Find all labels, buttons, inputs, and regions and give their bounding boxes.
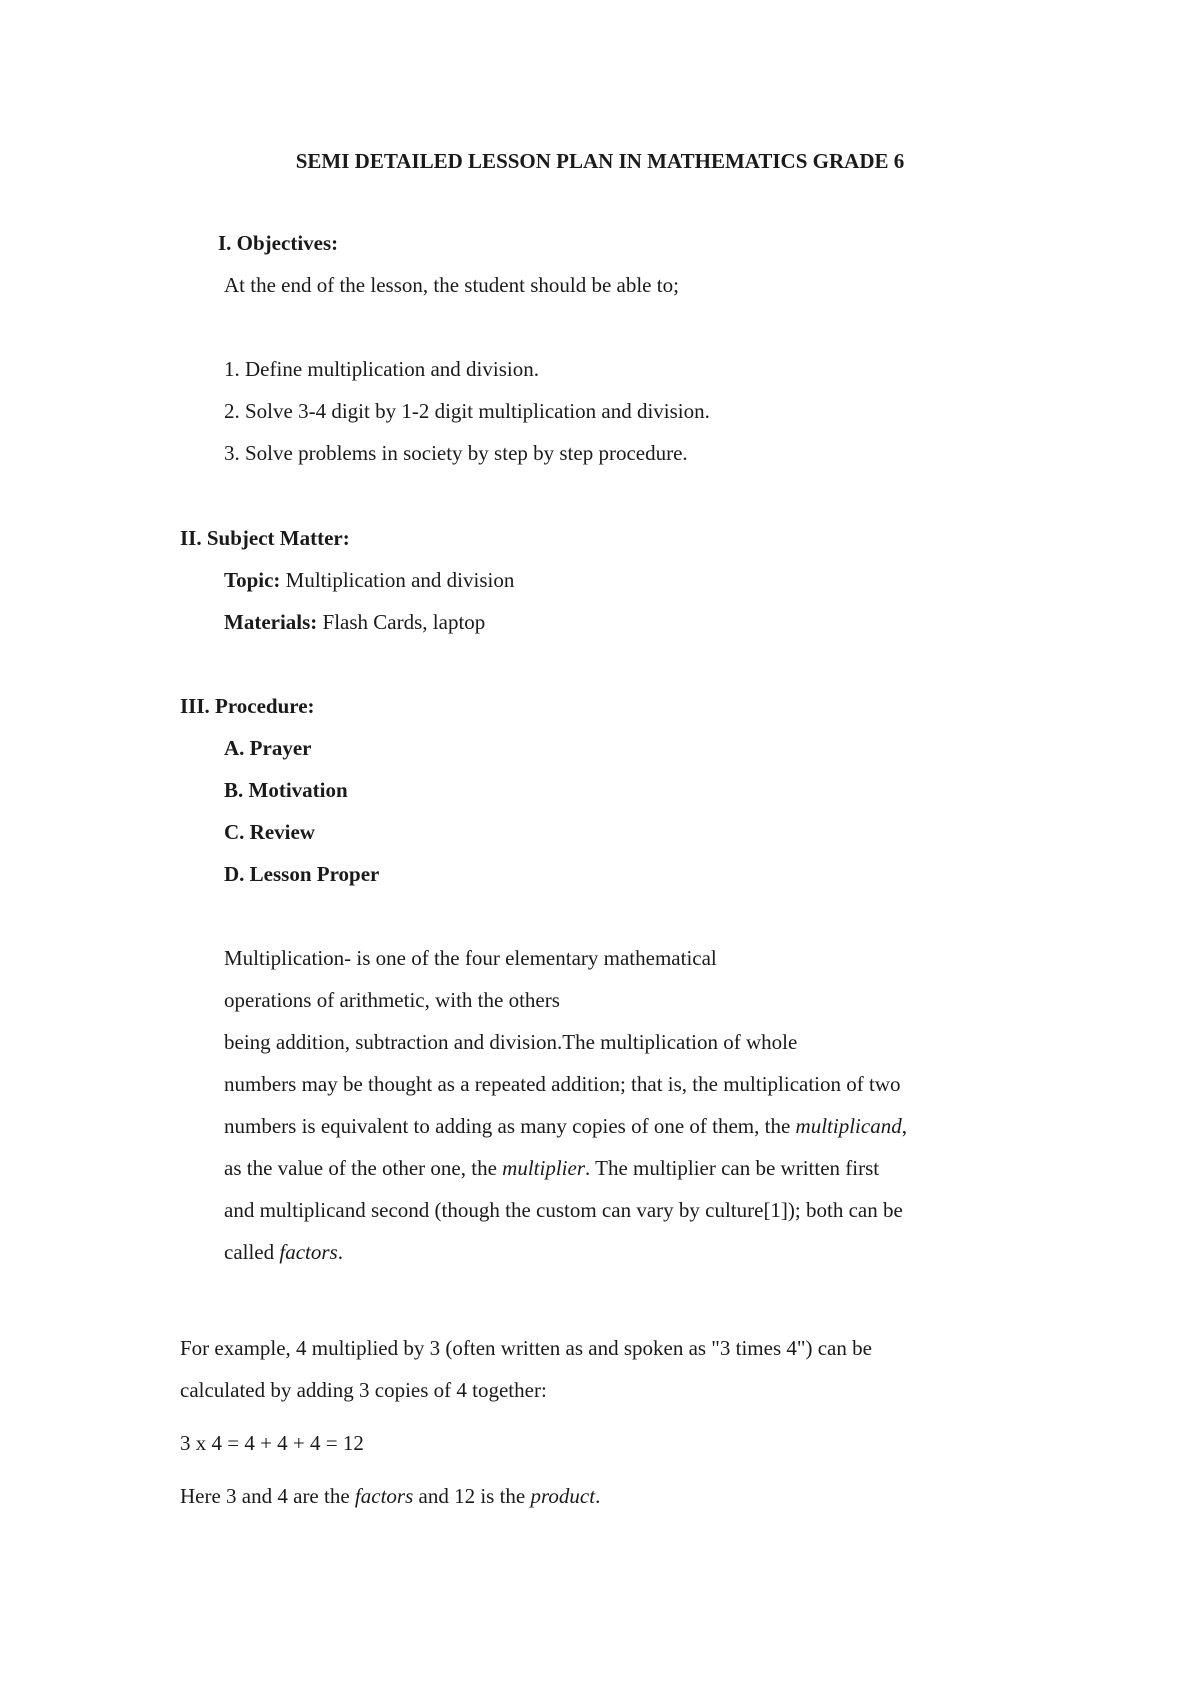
topic-value: Multiplication and division [280,568,515,592]
procedure-step: D. Lesson Proper [224,862,380,886]
lesson-line: Multiplication- is one of the four elementary mathematical [224,946,717,970]
lesson-text: . [337,1240,343,1264]
lesson-line [224,1113,907,1139]
lesson-line [224,1155,879,1181]
example-term-factors: factors [354,1484,414,1508]
example-term-product: product [530,1484,596,1508]
example-line: For example, 4 multiplied by 3 (often written as and spoken as "3 times 4") can be [180,1336,872,1360]
topic-line [224,567,514,593]
lesson-line: numbers may be thought as a repeated addition; that is, the multiplication of two [224,1072,901,1096]
procedure-heading: III. Procedure: [180,694,315,718]
objective-item: 3. Solve problems in society by step by step procedure. [224,441,688,465]
lesson-text: , [901,1114,907,1138]
lesson-line [224,1239,343,1265]
document-title: SEMI DETAILED LESSON PLAN IN MATHEMATICS GRADE 6 [295,149,905,173]
materials-value: Flash Cards, laptop [317,610,486,634]
lesson-text: numbers is equivalent to adding as many copies of one of them, the [224,1114,796,1138]
procedure-step: C. Review [224,820,315,844]
example-equation: 3 x 4 = 4 + 4 + 4 = 12 [180,1431,364,1455]
lesson-term-multiplicand: multiplicand [795,1114,902,1138]
materials-label: Materials: [224,610,318,634]
objective-item: 1. Define multiplication and division. [224,357,539,381]
lesson-term-factors: factors [279,1240,338,1264]
objectives-intro: At the end of the lesson, the student should be able to; [224,273,679,297]
example-text: Here 3 and 4 are the [180,1484,355,1508]
example-text: and 12 is the [413,1484,531,1508]
lesson-line: operations of arithmetic, with the others [224,988,560,1012]
example-line: calculated by adding 3 copies of 4 together: [180,1378,547,1402]
lesson-line: and multiplicand second (though the custom can vary by culture[1]); both can be [224,1198,903,1222]
objective-item: 2. Solve 3-4 digit by 1-2 digit multiplication and division. [224,399,710,423]
lesson-text: as the value of the other one, the [224,1156,503,1180]
lesson-text: called [224,1240,280,1264]
procedure-step: B. Motivation [224,778,348,802]
lesson-text: . The multiplier can be written first [585,1156,880,1180]
example-line [180,1483,600,1509]
subject-matter-heading: II. Subject Matter: [180,526,350,550]
objectives-heading: I. Objectives: [218,231,339,255]
procedure-step: A. Prayer [224,736,312,760]
lesson-line: being addition, subtraction and division.The multiplication of whole [224,1030,798,1054]
materials-line [224,609,485,635]
lesson-term-multiplier: multiplier [502,1156,585,1180]
example-text: . [595,1484,601,1508]
topic-label: Topic: [224,568,281,592]
